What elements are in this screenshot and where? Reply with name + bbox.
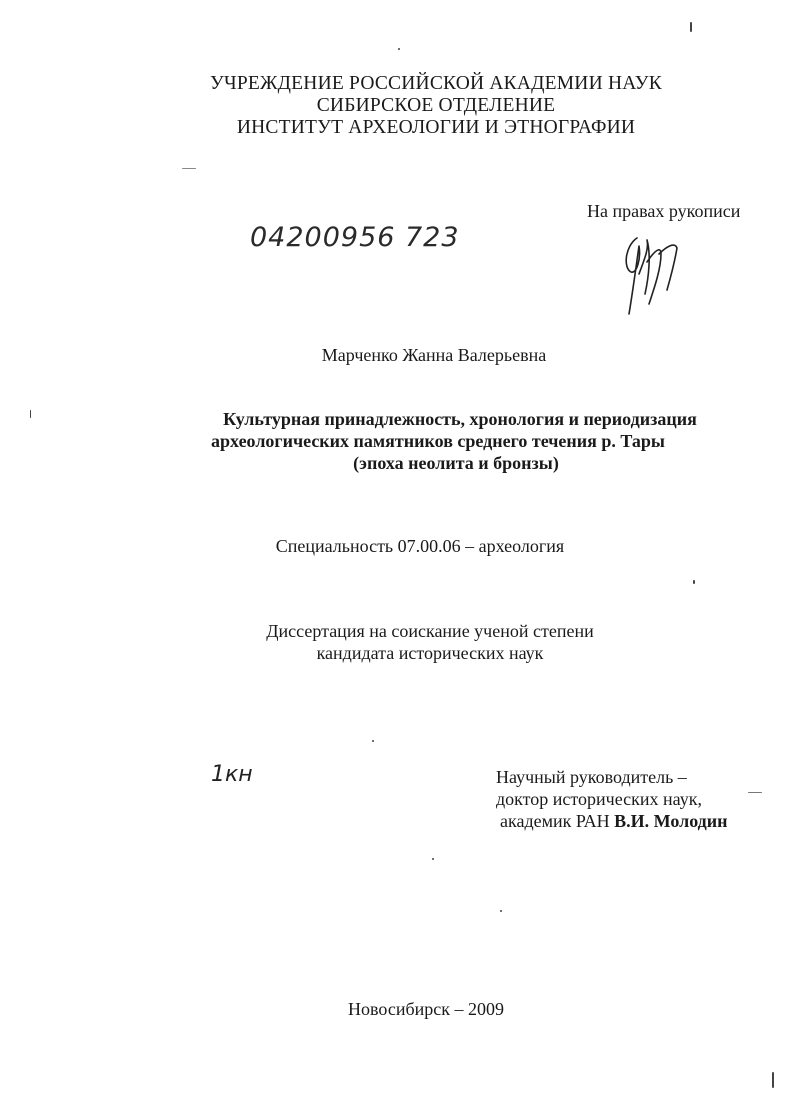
scan-speck [372, 740, 374, 742]
scan-speck [693, 580, 695, 584]
scan-speck [772, 1072, 774, 1088]
scan-speck [398, 48, 400, 50]
supervisor-title: академик РАН [500, 811, 610, 831]
specialty: Специальность 07.00.06 – археология [275, 536, 565, 556]
handwritten-copies-note: 1кн [211, 762, 253, 787]
scan-speck [748, 792, 762, 793]
institution-line-3: ИНСТИТУТ АРХЕОЛОГИИ И ЭТНОГРАФИИ [236, 117, 636, 138]
handwritten-stamp-number: 04200956 723 [250, 222, 460, 253]
supervisor-line-3 [500, 810, 728, 832]
signature-mark [615, 228, 695, 320]
rights-note: На правах рукописи [587, 201, 741, 221]
title-line-2: археологических памятников среднего течения р. Тары [211, 431, 665, 451]
supervisor-name: В.И. Молодин [614, 811, 728, 831]
institution-line-2: СИБИРСКОЕ ОТДЕЛЕНИЕ [316, 95, 556, 116]
institution-line-1: УЧРЕЖДЕНИЕ РОССИЙСКОЙ АКАДЕМИИ НАУК [209, 73, 663, 94]
scan-speck [690, 22, 692, 32]
title-line-1: Культурная принадлежность, хронология и периодизация [223, 409, 697, 429]
supervisor-line-2: доктор исторических наук, [496, 789, 702, 809]
dissertation-line-1: Диссертация на соискание ученой степени [266, 621, 594, 641]
scan-speck [500, 910, 502, 912]
dissertation-line-2: кандидата исторических наук [316, 643, 544, 663]
title-line-3: (эпоха неолита и бронзы) [353, 453, 559, 473]
scan-speck [182, 168, 196, 169]
scan-speck [30, 410, 31, 418]
city-year: Новосибирск – 2009 [348, 999, 504, 1019]
supervisor-line-1: Научный руководитель – [496, 767, 687, 787]
scan-speck [432, 858, 434, 860]
author-name: Марченко Жанна Валерьевна [321, 345, 547, 365]
